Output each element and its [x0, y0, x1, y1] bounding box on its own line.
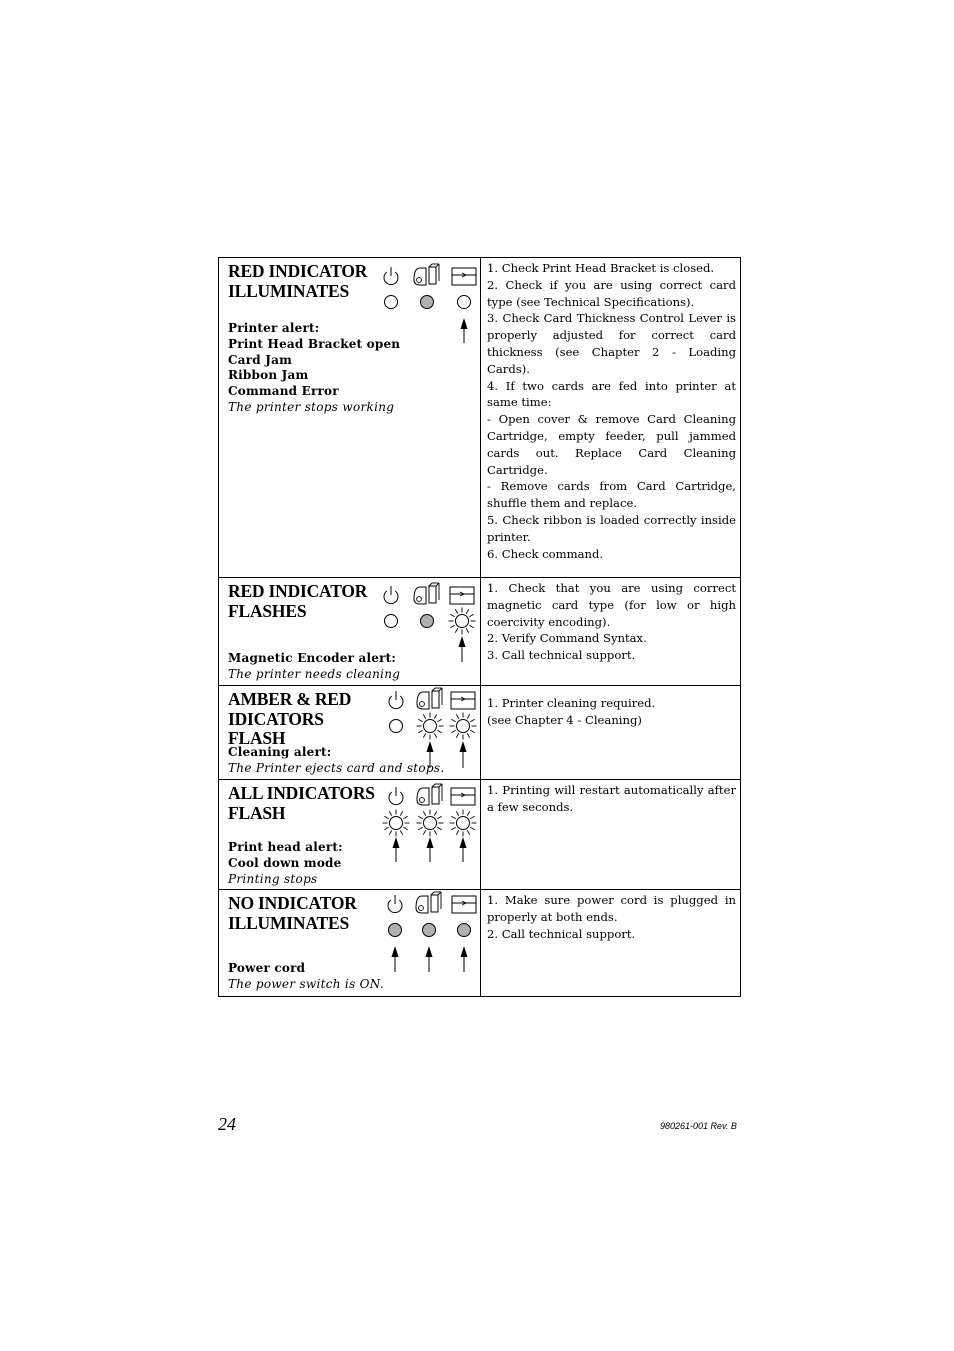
- remedy-steps: [481, 578, 740, 685]
- remedy-steps: [481, 686, 740, 779]
- indicator-light-on: [458, 924, 471, 937]
- arrow-up-icon: [426, 946, 433, 972]
- remedy-step: 5. Check ribbon is loaded correctly inside printer.: [487, 512, 736, 544]
- remedy-steps: [481, 780, 740, 889]
- ribbon-icon: [417, 688, 442, 709]
- card-icon: [452, 268, 476, 285]
- remedy-steps: [481, 890, 740, 997]
- remedy-step: - Open cover & remove Card Cleaning Cartridge, empty feeder, pull jammed cards out. Replace Card Cleaning Cartridge.: [487, 412, 736, 477]
- table-row: [219, 578, 740, 686]
- alert-line: Command Error: [228, 384, 339, 399]
- remedy-step: 1. Check Print Head Bracket is closed.: [487, 261, 715, 275]
- power-icon: [384, 267, 398, 285]
- alert-line: Print Head Bracket open: [228, 336, 401, 351]
- table-row: [219, 686, 740, 780]
- remedy-step: 1. Printer cleaning required.: [487, 696, 656, 710]
- power-icon: [389, 691, 403, 709]
- indicator-light-on: [389, 924, 402, 937]
- arrow-up-icon: [460, 837, 467, 862]
- card-icon: [452, 896, 476, 913]
- remedy-step: 3. Call technical support.: [487, 648, 636, 663]
- alert-consequence: The printer stops working: [228, 399, 395, 414]
- card-icon: [450, 587, 474, 604]
- remedy-step: 3. Check Card Thickness Control Lever is properly adjusted for correct card thickness (see Chapter 2 - Loading Cards).: [487, 311, 736, 376]
- alert-line: Printer alert:: [228, 321, 320, 335]
- arrow-up-icon: [460, 741, 467, 768]
- alert-line: Cool down mode: [228, 855, 342, 870]
- indicator-panel-diagram: [219, 258, 481, 578]
- arrow-up-icon: [459, 636, 466, 662]
- title-line: ILLUMINATES: [228, 912, 349, 933]
- remedy-step: - Remove cards from Card Cartridge, shuffle them and replace.: [487, 479, 736, 511]
- troubleshooting-table: [218, 257, 741, 997]
- remedy-step: 1. Make sure power cord is plugged in properly at both ends.: [487, 893, 736, 924]
- arrow-up-icon: [427, 837, 434, 862]
- indicator-light-flashing: [383, 810, 410, 837]
- indicator-light-off: [390, 720, 403, 733]
- indicator-light-flashing: [417, 713, 444, 740]
- table-row: [219, 890, 740, 997]
- condition-cell: [219, 780, 481, 889]
- indicator-light-on: [423, 924, 436, 937]
- power-icon: [389, 787, 403, 805]
- alert-line: Card Jam: [228, 352, 292, 367]
- alert-consequence: The printer needs cleaning: [228, 666, 401, 681]
- remedy-step: (see Chapter 4 - Cleaning): [487, 712, 642, 727]
- remedy-step: 2. Call technical support.: [487, 926, 636, 941]
- arrow-up-icon: [427, 741, 434, 768]
- remedy-step: 6. Check command.: [487, 546, 604, 561]
- condition-cell: [219, 890, 481, 997]
- remedy-step: 4. If two cards are fed into printer at same time:: [487, 378, 736, 410]
- alert-consequence: Printing stops: [228, 871, 318, 886]
- indicator-panel-diagram: [219, 578, 481, 686]
- table-row: [219, 780, 740, 890]
- indicator-light-flashing: [450, 713, 477, 740]
- alert-line: Ribbon Jam: [228, 368, 309, 383]
- indicator-light-on: [421, 296, 434, 309]
- arrow-up-icon: [392, 946, 399, 972]
- alert-consequence: The Printer ejects card and stops.: [228, 760, 445, 775]
- remedy-step: 2. Check if you are using correct card type (see Technical Specifications).: [487, 277, 736, 309]
- condition-cell: [219, 258, 481, 577]
- indicator-light-on: [421, 615, 434, 628]
- title-line: ILLUMINATES: [228, 280, 349, 301]
- title-line: RED INDICATOR: [228, 581, 368, 601]
- indicator-light-flashing: [450, 810, 477, 837]
- arrow-up-icon: [461, 318, 468, 343]
- ribbon-icon: [417, 784, 442, 805]
- remedy-step: 1. Check that you are using correct magnetic card type (for low or high coercivity encoding).: [487, 581, 736, 629]
- arrow-up-icon: [393, 837, 400, 862]
- power-icon: [388, 895, 402, 913]
- page-number: 24: [218, 1114, 236, 1134]
- indicator-light-off: [385, 296, 398, 309]
- condition-cell: [219, 578, 481, 685]
- remedy-step: 2. Verify Command Syntax.: [487, 631, 647, 646]
- indicator-panel-diagram: [219, 780, 481, 890]
- title-line: FLASH: [228, 802, 286, 823]
- indicator-panel-diagram: [219, 890, 481, 997]
- alert-line: Power cord: [228, 961, 306, 975]
- remedy-step: 1. Printing will restart automatically after a few seconds.: [487, 783, 736, 814]
- ribbon-icon: [416, 892, 441, 913]
- indicator-light-off: [385, 615, 398, 628]
- ribbon-icon: [414, 264, 439, 285]
- power-icon: [384, 586, 398, 604]
- alert-consequence: The power switch is ON.: [228, 976, 384, 991]
- condition-cell: [219, 686, 481, 779]
- alert-line: Print head alert:: [228, 840, 343, 854]
- card-icon: [451, 788, 475, 805]
- indicator-light-flashing: [449, 608, 476, 635]
- title-line: FLASHES: [228, 600, 307, 621]
- card-icon: [451, 692, 475, 709]
- title-line: RED INDICATOR: [228, 261, 368, 281]
- title-line: NO INDICATOR: [228, 893, 357, 913]
- title-line: AMBER & RED: [228, 689, 352, 709]
- indicator-light-flashing: [417, 810, 444, 837]
- arrow-up-icon: [461, 946, 468, 972]
- alert-line: Cleaning alert:: [228, 745, 332, 759]
- table-row: [219, 258, 740, 578]
- title-line: IDICATORS: [228, 708, 324, 729]
- ribbon-icon: [414, 583, 439, 604]
- indicator-light-off: [458, 296, 471, 309]
- title-line: FLASH: [228, 728, 286, 748]
- indicator-panel-diagram: [219, 686, 481, 780]
- remedy-steps: [481, 258, 740, 577]
- alert-line: Magnetic Encoder alert:: [228, 651, 396, 665]
- title-line: ALL INDICATORS: [228, 783, 375, 803]
- document-id: 980261-001 Rev. B: [660, 1121, 737, 1131]
